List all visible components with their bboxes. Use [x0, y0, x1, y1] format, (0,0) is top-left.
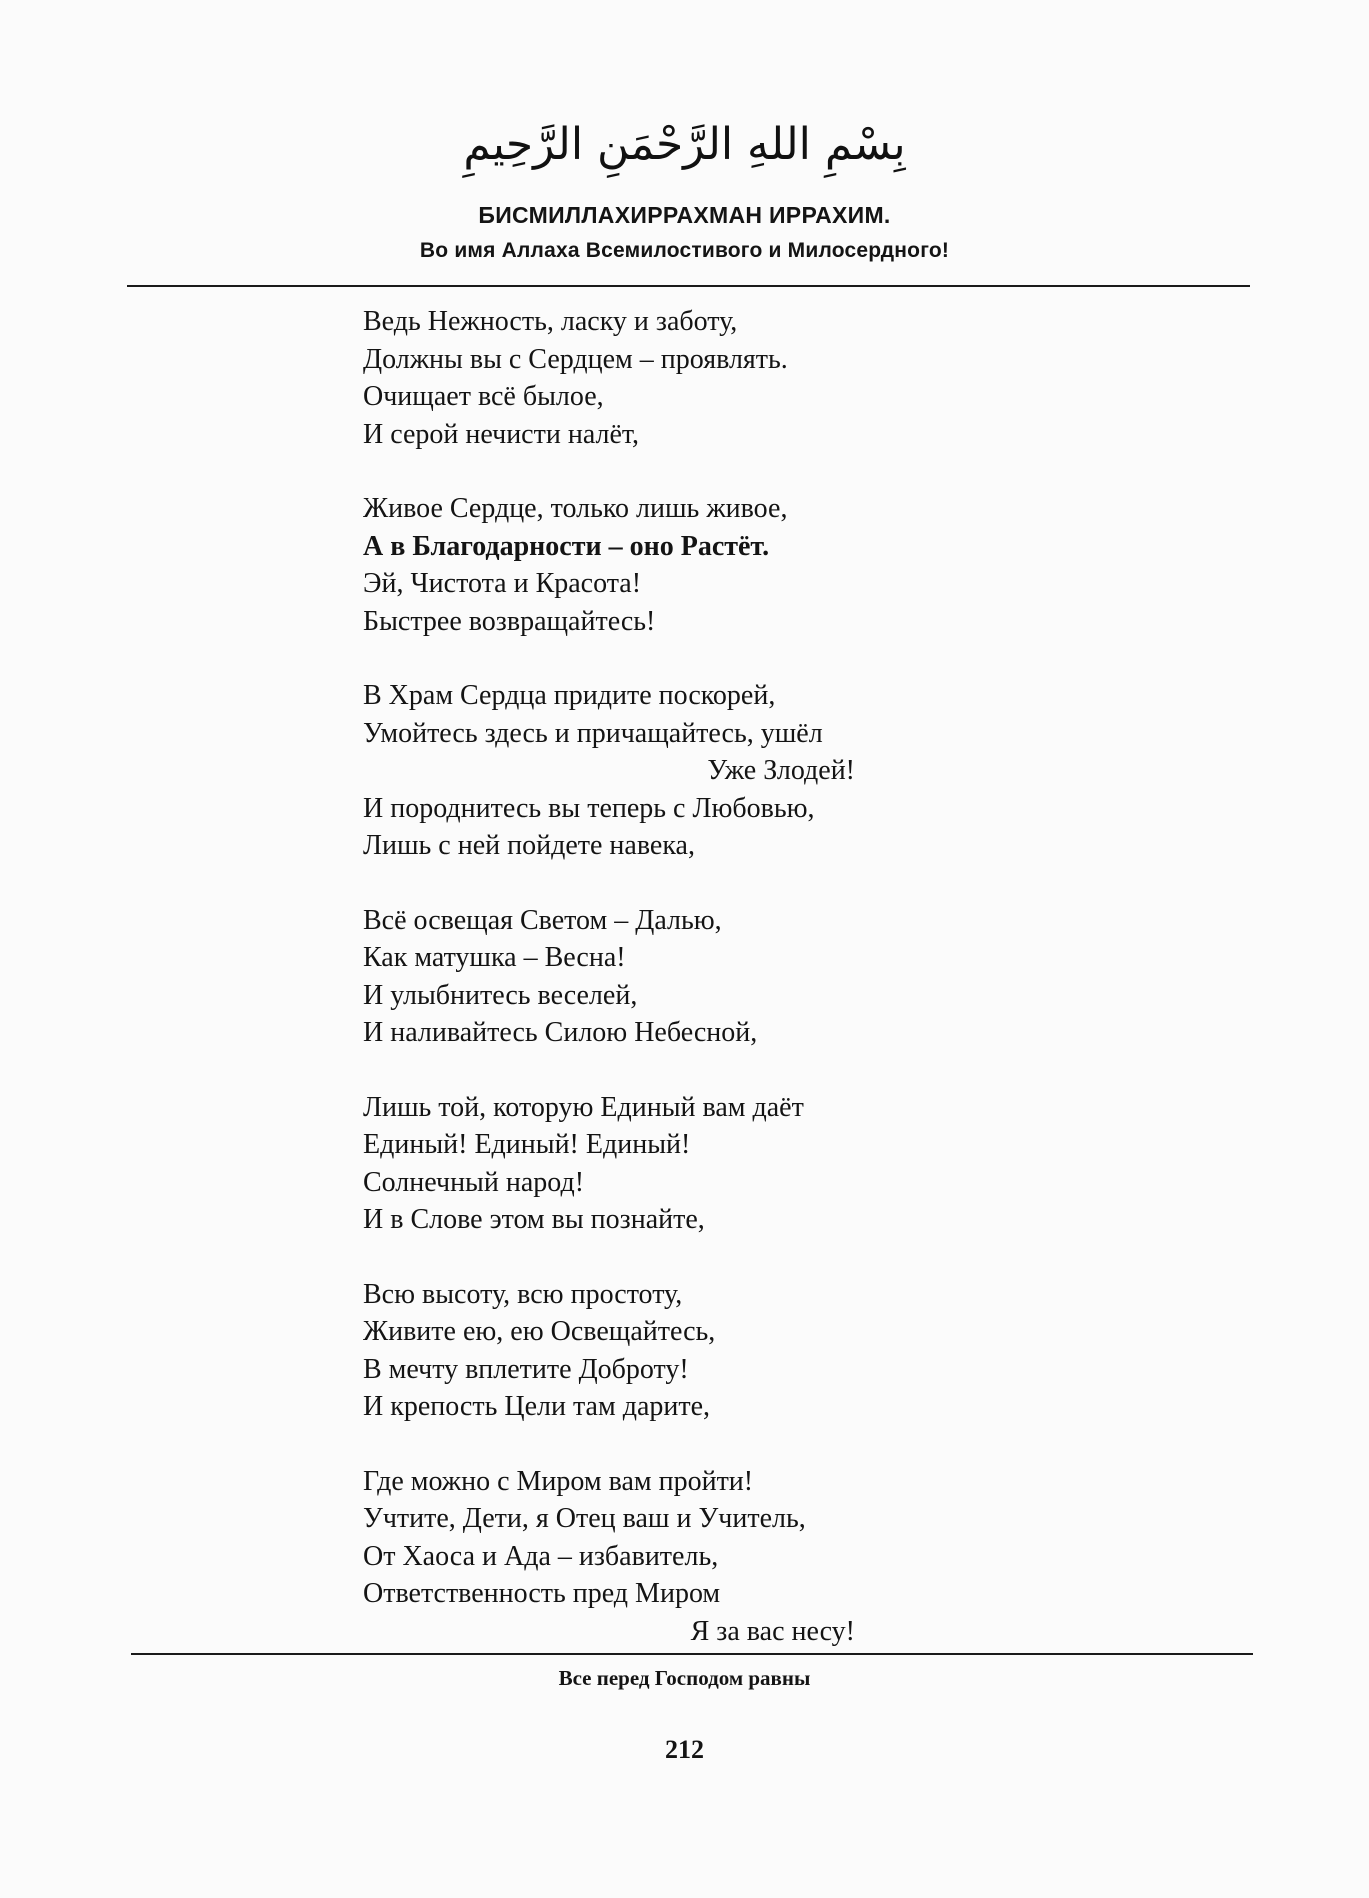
header-divider [127, 285, 1250, 287]
poem-line: Ведь Нежность, ласку и заботу, [363, 306, 738, 337]
page-header [0, 110, 1369, 263]
stanza-3 [363, 677, 1003, 865]
poem-line: Лишь с ней пойдете навека, [363, 830, 695, 861]
stanza-4 [363, 902, 1003, 1052]
poem-line: Очищает всё былое, [363, 381, 604, 412]
poem-line: И наливайтесь Силою Небесной, [363, 1017, 758, 1048]
poem-line: И породнитесь вы теперь с Любовью, [363, 792, 815, 824]
poem-line: В Храм Сердца придите поскорей, [363, 680, 776, 711]
stanza-6 [363, 1276, 1003, 1426]
poem-line: И крепость Цели там дарите, [363, 1391, 711, 1422]
poem-line-indented: Я за вас несу! [690, 1615, 855, 1647]
poem-line: Живите ею, ею Освещайтесь, [363, 1316, 716, 1347]
poem-line: Ответственность пред Миром [363, 1578, 721, 1609]
poem-line: Солнечный народ! [363, 1166, 585, 1198]
stanza-7 [363, 1463, 1003, 1651]
poem-line: Как матушка – Весна! [363, 942, 626, 973]
poem-line: От Хаоса и Ада – избавитель, [363, 1540, 719, 1572]
poem-line-bold: А в Благодарности – оно Растёт. [363, 530, 770, 562]
page-number: 212 [665, 1735, 704, 1764]
poem-line: Всю высоту, всю простоту, [363, 1278, 683, 1310]
basmala-calligraphy: بِسْمِ اللهِ الرَّحْمَنِ الرَّحِيمِ [463, 119, 906, 170]
poem-line: И в Слове этом вы познайте, [363, 1204, 705, 1235]
poem-line: Всё освещая Светом – Далью, [363, 904, 722, 936]
poem-line: Умойтесь здесь и причащайтесь, ушёл [363, 717, 823, 749]
poem-line: Учтите, Дети, я Отец ваш и Учитель, [363, 1503, 806, 1534]
footer-title: Все перед Господом равны [558, 1666, 811, 1690]
poem-line: И улыбнитесь веселей, [363, 979, 638, 1011]
stanza-1 [363, 303, 1003, 453]
poem-line: Должны вы с Сердцем – проявлять. [363, 343, 788, 375]
poem-line: Быстрее возвращайтесь! [363, 605, 656, 637]
poem-line: И серой нечисти налёт, [363, 418, 640, 450]
poem-line: Единый! Единый! Единый! [363, 1129, 691, 1160]
footer-divider [131, 1653, 1253, 1655]
poem-line: В мечту вплетите Доброту! [363, 1353, 689, 1385]
header-subtitle: Во имя Аллаха Всемилостивого и Милосердного! [419, 239, 950, 262]
stanza-5 [363, 1089, 1003, 1239]
stanza-2 [363, 490, 1003, 640]
poem-body [363, 303, 1003, 1687]
poem-line: Где можно с Миром вам пройти! [363, 1465, 754, 1497]
header-title: БИСМИЛЛАХИРРАХМАН ИРРАХИМ. [478, 202, 891, 228]
poem-line: Живое Сердце, только лишь живое, [363, 493, 788, 524]
poem-line-indented: Уже Злодей! [707, 755, 855, 786]
poem-line: Лишь той, которую Единый вам даёт [363, 1091, 804, 1123]
poem-line: Эй, Чистота и Красота! [363, 568, 642, 599]
